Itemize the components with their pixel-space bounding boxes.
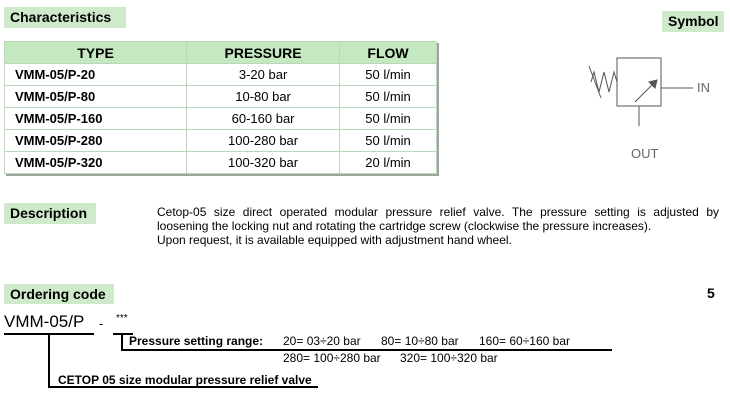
cell-flow: 20 l/min: [340, 152, 437, 174]
cell-flow: 50 l/min: [340, 64, 437, 86]
cetop-connector: [48, 334, 50, 387]
column-header-flow: FLOW: [340, 42, 437, 64]
cell-pressure: 100-280 bar: [187, 130, 340, 152]
description-heading: Description: [4, 203, 96, 224]
description-paragraph: Cetop-05 size direct operated modular pressure relief valve. The pressure setting is adjusted by loosening the locking nut and rotating the cartridge screw (clockwise the pressure increases).: [157, 205, 719, 233]
pressure-range-option: 80= 10÷80 bar: [381, 334, 459, 348]
cell-pressure: 100-320 bar: [187, 152, 340, 174]
pressure-range-option: 160= 60÷160 bar: [479, 334, 570, 348]
relief-valve-symbol: [585, 50, 720, 165]
ordering-code-heading: Ordering code: [4, 284, 114, 304]
table-row: [5, 108, 437, 130]
symbol-heading: Symbol: [662, 11, 724, 32]
cell-type: VMM-05/P-320: [5, 152, 187, 174]
column-header-pressure: PRESSURE: [187, 42, 340, 64]
cell-type: VMM-05/P-160: [5, 108, 187, 130]
cell-pressure: 60-160 bar: [187, 108, 340, 130]
characteristics-heading: Characteristics: [4, 7, 126, 28]
out-label: OUT: [631, 146, 659, 161]
pressure-range-label: Pressure setting range:: [129, 334, 264, 348]
ordering-code-base: VMM-05/P: [4, 312, 85, 331]
cell-pressure: 3-20 bar: [187, 64, 340, 86]
table-row: [5, 64, 437, 86]
range-connector: [121, 334, 123, 350]
cell-flow: 50 l/min: [340, 86, 437, 108]
cell-type: VMM-05/P-80: [5, 86, 187, 108]
table-row: [5, 130, 437, 152]
in-label: IN: [697, 80, 710, 95]
column-header-type: TYPE: [5, 42, 187, 64]
ordering-code-dash: -: [99, 316, 104, 331]
pressure-range-option: 20= 03÷20 bar: [283, 334, 361, 348]
table-header-row: [5, 42, 437, 64]
adjustable-arrow-line: [589, 66, 601, 98]
cetop-size-description: CETOP 05 size modular pressure relief valve: [58, 373, 312, 387]
pressure-range-option: 280= 100÷280 bar: [283, 351, 381, 365]
cell-flow: 50 l/min: [340, 108, 437, 130]
description-text: [157, 205, 719, 247]
table-row: [5, 86, 437, 108]
characteristics-table: [4, 41, 437, 174]
description-paragraph: Upon request, it is available equipped with adjustment hand wheel.: [157, 233, 512, 247]
cell-type: VMM-05/P-20: [5, 64, 187, 86]
cell-pressure: 10-80 bar: [187, 86, 340, 108]
edge-mark: 5: [707, 285, 715, 301]
cell-flow: 50 l/min: [340, 130, 437, 152]
ordering-code-placeholder: ***: [116, 313, 128, 324]
cell-type: VMM-05/P-280: [5, 130, 187, 152]
pressure-range-option: 320= 100÷320 bar: [400, 351, 498, 365]
table-row: [5, 152, 437, 174]
